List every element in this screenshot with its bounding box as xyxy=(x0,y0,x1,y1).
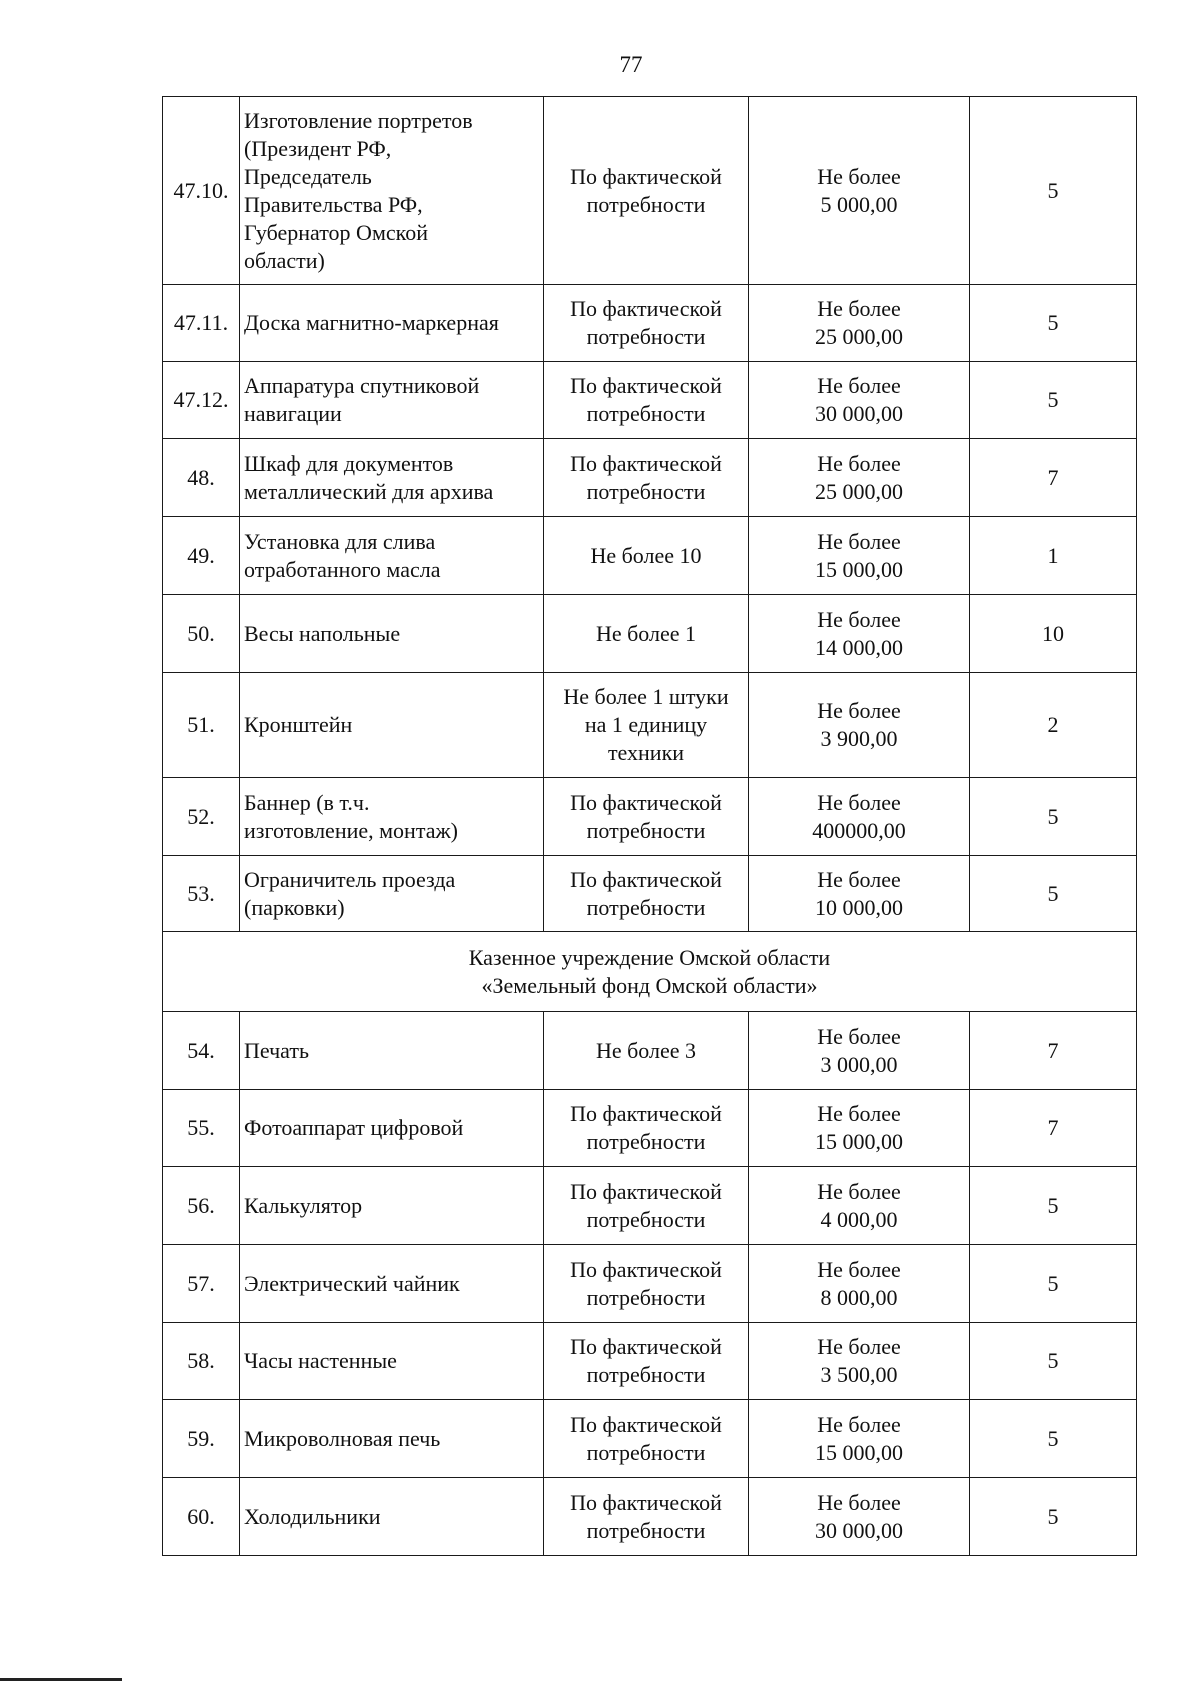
item-price: Не более 3 500,00 xyxy=(749,1323,970,1400)
item-term: 5 xyxy=(970,1478,1137,1556)
item-name: Аппаратура спутниковой навигации xyxy=(240,362,544,439)
item-name: Микроволновая печь xyxy=(240,1400,544,1478)
item-quantity: По фактической потребности xyxy=(544,856,749,932)
item-price: Не более 25 000,00 xyxy=(749,285,970,362)
item-price: Не более 30 000,00 xyxy=(749,1478,970,1556)
item-price: Не более 15 000,00 xyxy=(749,1400,970,1478)
item-name: Кронштейн xyxy=(240,673,544,778)
item-term: 5 xyxy=(970,778,1137,856)
item-quantity: Не более 10 xyxy=(544,517,749,595)
row-number: 56. xyxy=(163,1167,240,1245)
item-price: Не более 4 000,00 xyxy=(749,1167,970,1245)
item-quantity: По фактической потребности xyxy=(544,439,749,517)
item-term: 7 xyxy=(970,1090,1137,1167)
row-number: 59. xyxy=(163,1400,240,1478)
item-quantity: По фактической потребности xyxy=(544,1090,749,1167)
row-number: 57. xyxy=(163,1245,240,1323)
item-price: Не более 14 000,00 xyxy=(749,595,970,673)
item-quantity: По фактической потребности xyxy=(544,362,749,439)
table-row xyxy=(163,517,1137,595)
section-header: Казенное учреждение Омской области «Земельный фонд Омской области» xyxy=(163,932,1137,1012)
table-body-top xyxy=(163,97,1137,1556)
item-price: Не более 400000,00 xyxy=(749,778,970,856)
item-name: Установка для слива отработанного масла xyxy=(240,517,544,595)
item-quantity: По фактической потребности xyxy=(544,1323,749,1400)
row-number: 53. xyxy=(163,856,240,932)
table-row xyxy=(163,1167,1137,1245)
table-row xyxy=(163,1400,1137,1478)
item-quantity: По фактической потребности xyxy=(544,1478,749,1556)
table-row xyxy=(163,1323,1137,1400)
item-price: Не более 30 000,00 xyxy=(749,362,970,439)
item-price: Не более 8 000,00 xyxy=(749,1245,970,1323)
item-name: Баннер (в т.ч. изготовление, монтаж) xyxy=(240,778,544,856)
table-row xyxy=(163,1012,1137,1090)
item-quantity: По фактической потребности xyxy=(544,1167,749,1245)
procurement-table xyxy=(162,96,1137,1556)
row-number: 52. xyxy=(163,778,240,856)
row-number: 47.11. xyxy=(163,285,240,362)
item-name: Часы настенные xyxy=(240,1323,544,1400)
row-number: 58. xyxy=(163,1323,240,1400)
row-number: 51. xyxy=(163,673,240,778)
row-number: 47.10. xyxy=(163,97,240,285)
item-quantity: По фактической потребности xyxy=(544,285,749,362)
item-price: Не более 15 000,00 xyxy=(749,1090,970,1167)
item-quantity: Не более 1 штуки на 1 единицу техники xyxy=(544,673,749,778)
item-name: Изготовление портретов (Президент РФ, Председатель Правительства РФ, Губернатор Омской области) xyxy=(240,97,544,285)
item-quantity: По фактической потребности xyxy=(544,1245,749,1323)
item-price: Не более 15 000,00 xyxy=(749,517,970,595)
item-price: Не более 3 000,00 xyxy=(749,1012,970,1090)
item-term: 5 xyxy=(970,1245,1137,1323)
item-term: 5 xyxy=(970,285,1137,362)
item-term: 10 xyxy=(970,595,1137,673)
table-row xyxy=(163,595,1137,673)
row-number: 49. xyxy=(163,517,240,595)
item-name: Доска магнитно-маркерная xyxy=(240,285,544,362)
row-number: 60. xyxy=(163,1478,240,1556)
item-term: 1 xyxy=(970,517,1137,595)
table-row xyxy=(163,778,1137,856)
item-name: Калькулятор xyxy=(240,1167,544,1245)
item-name: Шкаф для документов металлический для архива xyxy=(240,439,544,517)
row-number: 55. xyxy=(163,1090,240,1167)
item-name: Весы напольные xyxy=(240,595,544,673)
item-quantity: Не более 3 xyxy=(544,1012,749,1090)
row-number: 48. xyxy=(163,439,240,517)
item-name: Печать xyxy=(240,1012,544,1090)
item-term: 5 xyxy=(970,856,1137,932)
item-term: 5 xyxy=(970,97,1137,285)
item-price: Не более 3 900,00 xyxy=(749,673,970,778)
row-number: 50. xyxy=(163,595,240,673)
item-term: 7 xyxy=(970,1012,1137,1090)
table-row xyxy=(163,1245,1137,1323)
item-term: 2 xyxy=(970,673,1137,778)
item-price: Не более 10 000,00 xyxy=(749,856,970,932)
table-row xyxy=(163,1090,1137,1167)
table-row xyxy=(163,856,1137,932)
section-header-row xyxy=(163,932,1137,1012)
item-name: Фотоаппарат цифровой xyxy=(240,1090,544,1167)
item-price: Не более 5 000,00 xyxy=(749,97,970,285)
page-number: 77 xyxy=(619,52,643,77)
item-name: Ограничитель проезда (парковки) xyxy=(240,856,544,932)
table-row xyxy=(163,362,1137,439)
item-quantity: По фактической потребности xyxy=(544,1400,749,1478)
table-row xyxy=(163,439,1137,517)
item-term: 5 xyxy=(970,1167,1137,1245)
item-quantity: По фактической потребности xyxy=(544,778,749,856)
item-quantity: По фактической потребности xyxy=(544,97,749,285)
item-term: 5 xyxy=(970,362,1137,439)
item-term: 5 xyxy=(970,1400,1137,1478)
table-row xyxy=(163,97,1137,285)
row-number: 54. xyxy=(163,1012,240,1090)
item-term: 7 xyxy=(970,439,1137,517)
table-row xyxy=(163,673,1137,778)
item-term: 5 xyxy=(970,1323,1137,1400)
item-name: Холодильники xyxy=(240,1478,544,1556)
item-price: Не более 25 000,00 xyxy=(749,439,970,517)
item-name: Электрический чайник xyxy=(240,1245,544,1323)
scan-edge-line xyxy=(0,1678,122,1681)
table-row xyxy=(163,285,1137,362)
row-number: 47.12. xyxy=(163,362,240,439)
table-row xyxy=(163,1478,1137,1556)
item-quantity: Не более 1 xyxy=(544,595,749,673)
